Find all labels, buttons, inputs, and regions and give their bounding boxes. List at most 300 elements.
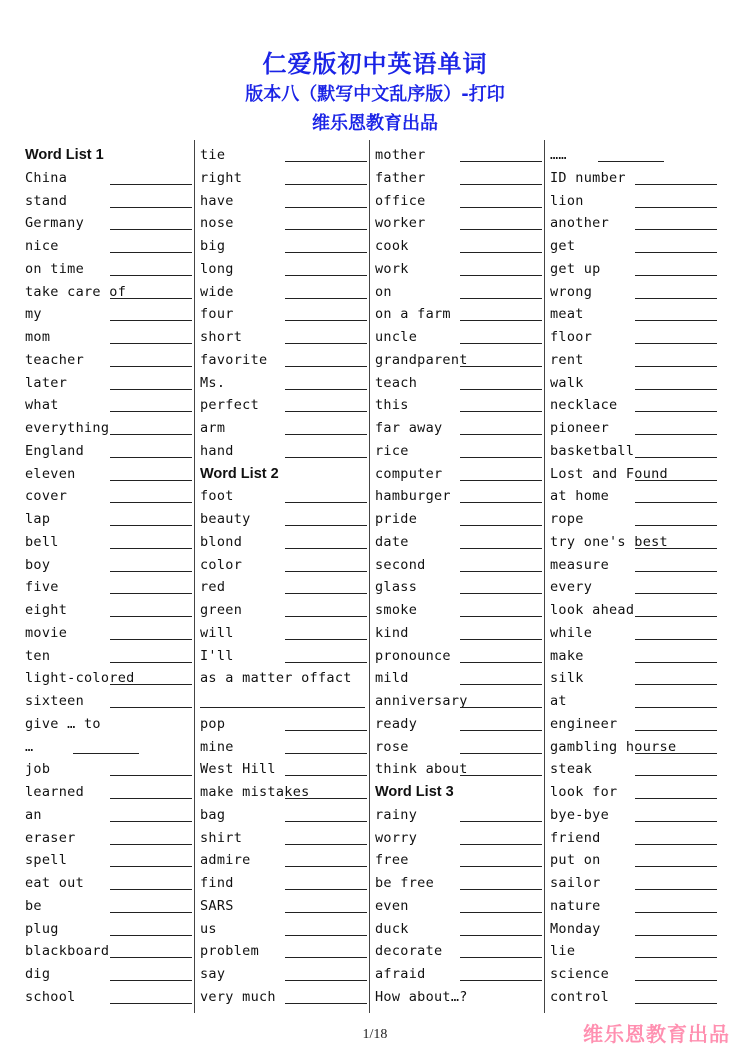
vocab-row <box>550 144 717 166</box>
answer-blank[interactable] <box>460 774 542 776</box>
vocab-word: work <box>375 260 409 277</box>
answer-blank[interactable] <box>285 251 367 253</box>
answer-blank[interactable] <box>635 752 717 754</box>
vocab-word: perfect <box>200 397 259 414</box>
answer-blank[interactable] <box>285 342 367 344</box>
vocab-row <box>200 576 367 598</box>
answer-blank[interactable] <box>285 433 367 435</box>
answer-blank[interactable] <box>635 183 717 185</box>
answer-blank[interactable] <box>460 433 542 435</box>
answer-blank[interactable] <box>110 479 192 481</box>
vocab-word: silk <box>550 670 584 687</box>
answer-blank[interactable] <box>285 228 367 230</box>
answer-blank[interactable] <box>460 592 542 594</box>
answer-blank[interactable] <box>110 456 192 458</box>
answer-blank[interactable] <box>110 547 192 549</box>
vocab-word: look ahead <box>550 602 635 618</box>
answer-blank[interactable] <box>110 820 192 822</box>
vocab-row <box>200 872 367 894</box>
vocab-row <box>550 485 717 507</box>
answer-blank[interactable] <box>635 319 717 321</box>
vocab-word: try one's best <box>550 533 668 550</box>
vocab-word: ten <box>25 647 51 664</box>
answer-blank[interactable] <box>635 911 717 913</box>
answer-blank[interactable] <box>285 410 367 412</box>
answer-blank[interactable] <box>635 251 717 253</box>
word-column-3 <box>370 140 545 1013</box>
vocab-row <box>375 372 542 394</box>
answer-blank[interactable] <box>110 911 192 913</box>
vocab-row <box>200 258 367 280</box>
vocabulary-sheet <box>20 140 725 1013</box>
vocab-word: afraid <box>375 966 426 982</box>
vocab-word: plug <box>25 920 59 937</box>
vocab-row <box>550 690 717 712</box>
answer-blank[interactable] <box>635 365 717 367</box>
answer-blank[interactable] <box>110 297 192 299</box>
answer-blank[interactable] <box>635 410 717 412</box>
answer-blank[interactable] <box>285 979 367 981</box>
vocab-row <box>375 963 542 985</box>
vocab-row <box>25 872 192 894</box>
answer-blank[interactable] <box>635 729 717 731</box>
answer-blank[interactable] <box>460 183 542 185</box>
answer-blank[interactable] <box>110 206 192 208</box>
vocab-word: uncle <box>375 329 418 345</box>
answer-blank[interactable] <box>635 228 717 230</box>
answer-blank[interactable] <box>110 183 192 185</box>
answer-blank[interactable] <box>110 865 192 867</box>
page-subtitle: 版本八（默写中文乱序版）-打印 <box>245 84 505 105</box>
vocab-row <box>550 212 717 234</box>
answer-blank[interactable] <box>635 479 717 481</box>
vocab-row <box>200 940 367 962</box>
vocab-word: Lost and Found <box>550 465 668 482</box>
answer-blank[interactable] <box>285 388 367 390</box>
answer-blank[interactable] <box>460 934 542 936</box>
answer-blank[interactable] <box>460 456 542 458</box>
vocab-word: think about <box>375 761 468 778</box>
answer-blank[interactable] <box>635 706 717 708</box>
vocab-word: anniversary <box>375 693 468 709</box>
answer-blank[interactable] <box>285 274 367 276</box>
answer-blank[interactable] <box>285 888 367 890</box>
vocab-row <box>550 167 717 189</box>
vocab-row <box>375 144 542 166</box>
answer-blank[interactable] <box>110 251 192 253</box>
word-column-2 <box>195 140 370 1013</box>
vocab-word: Ms. <box>200 374 226 391</box>
answer-blank[interactable] <box>635 865 717 867</box>
vocab-row <box>550 554 717 576</box>
vocab-word: on a farm <box>375 306 451 323</box>
vocab-word: teach <box>375 374 418 391</box>
vocab-row <box>200 713 367 735</box>
vocab-word: sixteen <box>25 693 84 709</box>
answer-blank[interactable] <box>635 888 717 890</box>
vocab-word: say <box>200 966 226 982</box>
vocab-row <box>200 895 367 917</box>
vocab-word: what <box>25 397 59 414</box>
answer-blank[interactable] <box>635 388 717 390</box>
vocab-row <box>200 508 367 530</box>
answer-blank[interactable] <box>635 433 717 435</box>
answer-blank[interactable] <box>635 342 717 344</box>
vocab-row <box>25 986 192 1008</box>
answer-blank[interactable] <box>285 524 367 526</box>
word-list-heading <box>25 144 192 166</box>
vocab-word: walk <box>550 374 584 391</box>
answer-blank[interactable] <box>110 342 192 344</box>
vocab-row <box>375 986 542 1008</box>
answer-blank[interactable] <box>285 934 367 936</box>
vocab-word: boy <box>25 556 51 573</box>
answer-blank[interactable] <box>635 274 717 276</box>
vocab-word: China <box>25 169 68 186</box>
vocab-row <box>550 827 717 849</box>
vocab-row <box>550 349 717 371</box>
vocab-word: second <box>375 556 426 573</box>
vocab-word: color <box>200 556 243 573</box>
answer-blank[interactable] <box>460 570 542 572</box>
answer-blank[interactable] <box>460 274 542 276</box>
answer-blank[interactable] <box>285 183 367 185</box>
answer-blank[interactable] <box>635 797 717 799</box>
answer-blank[interactable] <box>460 342 542 344</box>
vocab-row <box>375 895 542 917</box>
vocab-word: far away <box>375 420 443 436</box>
answer-blank[interactable] <box>635 547 717 549</box>
answer-blank[interactable] <box>200 706 365 708</box>
answer-blank[interactable] <box>635 592 717 594</box>
answer-blank[interactable] <box>635 934 717 936</box>
answer-blank[interactable] <box>460 661 542 663</box>
answer-blank[interactable] <box>285 570 367 572</box>
answer-blank[interactable] <box>635 683 717 685</box>
answer-blank[interactable] <box>460 683 542 685</box>
vocab-word: rope <box>550 511 584 527</box>
answer-blank[interactable] <box>460 365 542 367</box>
vocab-row <box>550 667 717 689</box>
vocab-row <box>200 417 367 439</box>
answer-blank[interactable] <box>110 706 192 708</box>
page-title: 仁爱版初中英语单词 <box>262 50 488 78</box>
vocab-word: mom <box>25 329 51 345</box>
vocab-row <box>200 599 367 621</box>
answer-blank[interactable] <box>460 160 542 162</box>
vocab-row <box>25 667 192 689</box>
answer-blank[interactable] <box>460 911 542 913</box>
answer-blank[interactable] <box>635 820 717 822</box>
vocab-row <box>25 576 192 598</box>
vocab-row <box>375 531 542 553</box>
answer-blank[interactable] <box>635 956 717 958</box>
answer-blank[interactable] <box>460 820 542 822</box>
answer-blank[interactable] <box>460 615 542 617</box>
answer-blank[interactable] <box>110 661 192 663</box>
vocab-row <box>200 372 367 394</box>
vocab-row <box>550 417 717 439</box>
vocab-row <box>375 622 542 644</box>
answer-blank[interactable] <box>285 911 367 913</box>
answer-blank[interactable] <box>110 524 192 526</box>
vocab-row <box>550 281 717 303</box>
answer-blank[interactable] <box>460 865 542 867</box>
answer-blank[interactable] <box>460 888 542 890</box>
answer-blank[interactable] <box>110 388 192 390</box>
answer-blank[interactable] <box>285 865 367 867</box>
vocab-row <box>25 190 192 212</box>
vocab-word: England <box>25 442 84 459</box>
vocab-row <box>25 599 192 621</box>
answer-blank[interactable] <box>460 956 542 958</box>
vocab-row <box>25 508 192 530</box>
vocab-word: office <box>375 192 426 209</box>
answer-blank[interactable] <box>285 820 367 822</box>
vocab-row <box>25 645 192 667</box>
answer-blank[interactable] <box>635 615 717 617</box>
vocab-word: Germany <box>25 215 84 232</box>
vocab-word: basketball <box>550 442 635 459</box>
vocab-row <box>200 531 367 553</box>
vocab-row <box>375 667 542 689</box>
answer-blank[interactable] <box>285 206 367 208</box>
answer-blank[interactable] <box>460 319 542 321</box>
answer-blank[interactable] <box>110 888 192 890</box>
vocab-word: long <box>200 260 234 277</box>
answer-blank[interactable] <box>635 661 717 663</box>
vocab-row <box>375 849 542 871</box>
vocab-word: admire <box>200 852 251 869</box>
answer-blank[interactable] <box>635 524 717 526</box>
vocab-word: …… <box>550 147 567 163</box>
vocab-row <box>375 326 542 348</box>
vocab-row <box>200 394 367 416</box>
vocab-word: measure <box>550 556 609 573</box>
vocab-word: an <box>25 806 42 823</box>
answer-blank[interactable] <box>460 843 542 845</box>
vocab-word: will <box>200 624 234 641</box>
vocab-row <box>375 872 542 894</box>
answer-blank[interactable] <box>110 615 192 617</box>
vocab-row <box>25 485 192 507</box>
answer-blank[interactable] <box>285 319 367 321</box>
vocab-row <box>200 212 367 234</box>
vocab-word: as a matter offact <box>200 670 352 687</box>
page-number: 1/18 <box>362 1027 388 1042</box>
answer-blank[interactable] <box>110 592 192 594</box>
vocab-word: beauty <box>200 511 251 527</box>
vocab-word: pride <box>375 511 418 527</box>
answer-blank[interactable] <box>285 752 367 754</box>
vocab-row <box>550 440 717 462</box>
answer-blank[interactable] <box>285 501 367 503</box>
vocab-row <box>25 804 192 826</box>
vocab-word: learned <box>25 784 84 800</box>
vocab-word: red <box>200 579 226 596</box>
vocab-row <box>375 690 542 712</box>
answer-blank[interactable] <box>635 570 717 572</box>
answer-blank[interactable] <box>110 433 192 435</box>
vocab-word: at <box>550 693 567 709</box>
answer-blank[interactable] <box>110 365 192 367</box>
answer-blank[interactable] <box>460 206 542 208</box>
answer-blank[interactable] <box>285 297 367 299</box>
vocab-word: bag <box>200 806 226 823</box>
answer-blank[interactable] <box>110 956 192 958</box>
vocab-row <box>25 622 192 644</box>
vocab-word: problem <box>200 943 259 960</box>
vocab-word: rose <box>375 738 409 755</box>
vocab-word: even <box>375 897 409 914</box>
vocab-word: blond <box>200 533 243 550</box>
answer-blank[interactable] <box>635 206 717 208</box>
answer-blank[interactable] <box>460 501 542 503</box>
vocab-word: us <box>200 920 217 937</box>
answer-blank[interactable] <box>635 843 717 845</box>
answer-blank[interactable] <box>460 752 542 754</box>
answer-blank[interactable] <box>110 797 192 799</box>
answer-blank[interactable] <box>460 479 542 481</box>
answer-blank[interactable] <box>110 410 192 412</box>
vocab-word: another <box>550 215 609 232</box>
vocab-word: stand <box>25 192 68 209</box>
vocab-row <box>25 440 192 462</box>
answer-blank[interactable] <box>285 797 367 799</box>
answer-blank[interactable] <box>285 843 367 845</box>
vocab-row <box>550 895 717 917</box>
vocab-row <box>25 303 192 325</box>
answer-blank[interactable] <box>635 979 717 981</box>
vocab-row <box>200 736 367 758</box>
vocab-word: on time <box>25 260 84 277</box>
answer-blank[interactable] <box>460 979 542 981</box>
answer-blank[interactable] <box>110 228 192 230</box>
vocab-word: job <box>25 761 51 778</box>
vocab-row <box>25 349 192 371</box>
vocab-word: nose <box>200 215 234 232</box>
answer-blank[interactable] <box>460 547 542 549</box>
answer-blank[interactable] <box>110 979 192 981</box>
vocab-row <box>200 622 367 644</box>
vocab-row <box>375 599 542 621</box>
answer-blank[interactable] <box>460 524 542 526</box>
vocab-word: necklace <box>550 397 618 414</box>
answer-blank[interactable] <box>110 774 192 776</box>
answer-blank[interactable] <box>460 410 542 412</box>
answer-blank[interactable] <box>285 547 367 549</box>
vocab-row <box>550 963 717 985</box>
answer-blank[interactable] <box>598 160 664 162</box>
vocab-word: ready <box>375 715 418 732</box>
vocab-word: find <box>200 875 234 891</box>
vocab-row <box>550 849 717 871</box>
vocab-row <box>200 440 367 462</box>
answer-blank[interactable] <box>285 729 367 731</box>
vocab-word: worker <box>375 215 426 232</box>
vocab-word: cook <box>375 238 409 254</box>
vocab-row <box>200 758 367 780</box>
vocab-word: light-colored <box>25 670 135 687</box>
answer-blank[interactable] <box>460 638 542 640</box>
answer-blank[interactable] <box>460 388 542 390</box>
answer-blank[interactable] <box>635 774 717 776</box>
answer-blank[interactable] <box>460 706 542 708</box>
answer-blank[interactable] <box>110 843 192 845</box>
answer-blank[interactable] <box>635 297 717 299</box>
vocab-row <box>200 645 367 667</box>
answer-blank[interactable] <box>285 160 367 162</box>
vocab-row <box>375 417 542 439</box>
answer-blank[interactable] <box>285 1002 367 1004</box>
vocab-word: hamburger <box>375 488 451 505</box>
vocab-row <box>200 986 367 1008</box>
answer-blank[interactable] <box>285 592 367 594</box>
vocab-word: nature <box>550 897 601 914</box>
answer-blank[interactable] <box>110 570 192 572</box>
answer-blank[interactable] <box>635 501 717 503</box>
answer-blank[interactable] <box>73 752 139 754</box>
answer-blank[interactable] <box>460 251 542 253</box>
answer-blank[interactable] <box>110 501 192 503</box>
answer-blank[interactable] <box>285 774 367 776</box>
vocab-row <box>25 235 192 257</box>
vocab-row <box>200 303 367 325</box>
answer-blank[interactable] <box>110 638 192 640</box>
vocab-row <box>25 554 192 576</box>
answer-blank[interactable] <box>285 638 367 640</box>
answer-blank[interactable] <box>635 638 717 640</box>
vocab-row <box>200 190 367 212</box>
vocab-row <box>375 212 542 234</box>
answer-blank[interactable] <box>285 456 367 458</box>
answer-blank[interactable] <box>285 615 367 617</box>
vocab-row <box>550 940 717 962</box>
heading-label: Word List 1 <box>25 147 104 163</box>
answer-blank[interactable] <box>635 1002 717 1004</box>
vocab-word: movie <box>25 624 68 641</box>
vocab-word: on <box>375 283 392 300</box>
answer-blank[interactable] <box>460 297 542 299</box>
answer-blank[interactable] <box>110 274 192 276</box>
answer-blank[interactable] <box>110 683 192 685</box>
word-column-4 <box>545 140 720 1013</box>
vocab-word: put on <box>550 852 601 869</box>
answer-blank[interactable] <box>110 319 192 321</box>
answer-blank[interactable] <box>460 228 542 230</box>
vocab-row <box>550 508 717 530</box>
vocab-word: be <box>25 897 42 914</box>
answer-blank[interactable] <box>635 456 717 458</box>
vocab-word: lion <box>550 192 584 209</box>
answer-blank[interactable] <box>285 956 367 958</box>
vocab-row <box>375 827 542 849</box>
vocab-word: look for <box>550 784 618 800</box>
vocab-word: wide <box>200 283 234 300</box>
answer-blank[interactable] <box>110 934 192 936</box>
answer-blank[interactable] <box>285 365 367 367</box>
vocab-word: shirt <box>200 829 243 846</box>
vocab-row <box>375 918 542 940</box>
answer-blank[interactable] <box>460 729 542 731</box>
vocab-word: green <box>200 602 243 618</box>
answer-blank[interactable] <box>285 661 367 663</box>
vocab-word: have <box>200 192 234 209</box>
vocab-row <box>25 417 192 439</box>
vocab-word: spell <box>25 852 68 869</box>
answer-blank[interactable] <box>110 1002 192 1004</box>
vocab-row <box>375 576 542 598</box>
